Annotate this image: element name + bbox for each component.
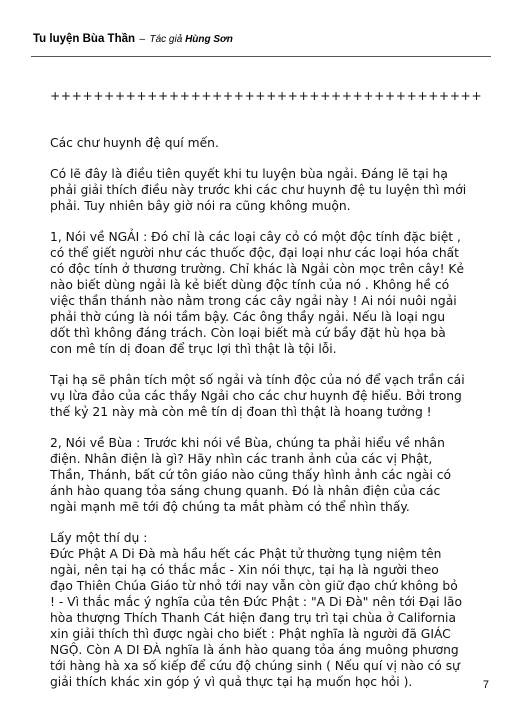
page-number: 7 (482, 679, 489, 691)
paragraph (50, 530, 480, 690)
text-line: Lấy một thí dụ : (50, 531, 148, 545)
text-line: có thể giết người như các thuốc độc, đại loại như các loại hóa chất (50, 246, 460, 260)
text-line: giải thích khác xin góp ý vì quả thực tại hạ muốn học hỏi ). (50, 675, 413, 689)
text-line: thế kỷ 21 này mà còn mê tín dị đoan thì thật là hoang tưởng ! (50, 405, 432, 419)
paragraph (50, 229, 480, 357)
text-line: 2, Nói về Bùa : Trước khi nói về Bùa, chúng ta phải hiểu về nhân (50, 436, 445, 450)
text-line: con mê tín dị đoan để trục lợi thì thật là tội lỗi. (50, 342, 337, 356)
header-rule (31, 56, 491, 57)
document-title: Tu luyện Bùa Thần (33, 33, 136, 45)
header-separator: – (139, 34, 146, 45)
text-line: việc thần thánh nào nằm trong các cây ngải này ! Ai nói nuôi ngải (50, 294, 457, 308)
text-line: Thần, Thánh, bất cứ tôn giáo nào cũng thấy hình ảnh các ngài có (50, 468, 452, 482)
author-prefix: Tác giả (149, 34, 183, 45)
text-line: phải giải thích điều này trước khi các chư huynh đệ tu luyện thì mới (50, 183, 467, 197)
text-line: phải. Tuy nhiên bây giờ nói ra cũng không muộn. (50, 199, 351, 213)
author-name: Hùng Sơn (185, 34, 233, 45)
text-line: nào biết dùng ngải là kẻ biết dùng độc tính của nó . Không hề có (50, 278, 450, 292)
text-line: 1, Nói về NGẢI : Đó chỉ là các loại cây cỏ có một độc tính đặc biệt , (50, 230, 461, 244)
text-line: Đức Phật A Di Đà mà hầu hết các Phật tử thường tụng niệm tên (50, 547, 442, 561)
text-line: ! - Vì thắc mắc ý nghĩa của tên Đức Phật : "A Di Đà" nên tới Đại lão (50, 595, 462, 609)
text-line: đạo Thiên Chúa Giáo từ nhỏ tới nay vẫn còn giữ đạo chứ không bỏ (50, 579, 458, 593)
plus-divider: ++++++++++++++++++++++++++++++++++++++++ (50, 89, 483, 103)
text-line: điện. Nhân điện là gì? Hãy nhìn các tranh ảnh của các vị Phật, (50, 452, 433, 466)
text-line: ánh hào quang tỏa sáng chung quanh. Đó là nhân điện của các (50, 484, 441, 498)
paragraph (50, 135, 480, 151)
text-line: Các chư huynh đệ quí mến. (50, 136, 219, 150)
text-line: NGỘ. Còn A DI ĐÀ nghĩa là ánh hào quang tỏa áng muông phương (50, 643, 459, 657)
text-line: có độc tính ở thương trường. Chỉ khác là Ngải còn mọc trên cây! Kẻ (50, 262, 465, 276)
document-body (50, 88, 483, 690)
text-line: xin giải thích thì được ngài cho biết : Phật nghĩa là người đã GIÁC (50, 627, 451, 641)
text-line: ngài mạnh mẽ tới độ chúng ta mắt phàm có thể nhìn thấy. (50, 500, 410, 514)
text-line: vụ lừa đảo của các thầy Ngải cho các chư huynh đệ hiểu. Bởi trong (50, 389, 462, 403)
paragraph (50, 372, 480, 420)
paragraph (50, 435, 480, 515)
text-line: ngài, nên tại hạ có thắc mắc - Xin nói thực, tại hạ là người theo (50, 563, 439, 577)
text-line: hòa thượng Thích Thanh Cát hiện đang trụ trì tại chùa ở California (50, 611, 456, 625)
author-line (149, 34, 232, 45)
page-header (33, 29, 493, 47)
text-line: dốt thì không đáng trách. Còn loại biết mà cứ bầy đặt hù họa bà (50, 326, 446, 340)
paragraph (50, 166, 480, 214)
text-line: phải thờ cúng là nói tầm bậy. Các ông thầy ngải. Nếu là loại ngu (50, 310, 446, 324)
text-line: tới hàng hà xa số kiếp để cứu độ chúng sinh ( Nếu quí vị nào có sự (50, 659, 460, 673)
text-line: Tại hạ sẽ phân tích một số ngải và tính độc của nó để vạch trần cái (50, 373, 465, 387)
text-line: Có lẽ đây là điều tiên quyết khi tu luyện bùa ngải. Đáng lẽ tại hạ (50, 167, 448, 181)
